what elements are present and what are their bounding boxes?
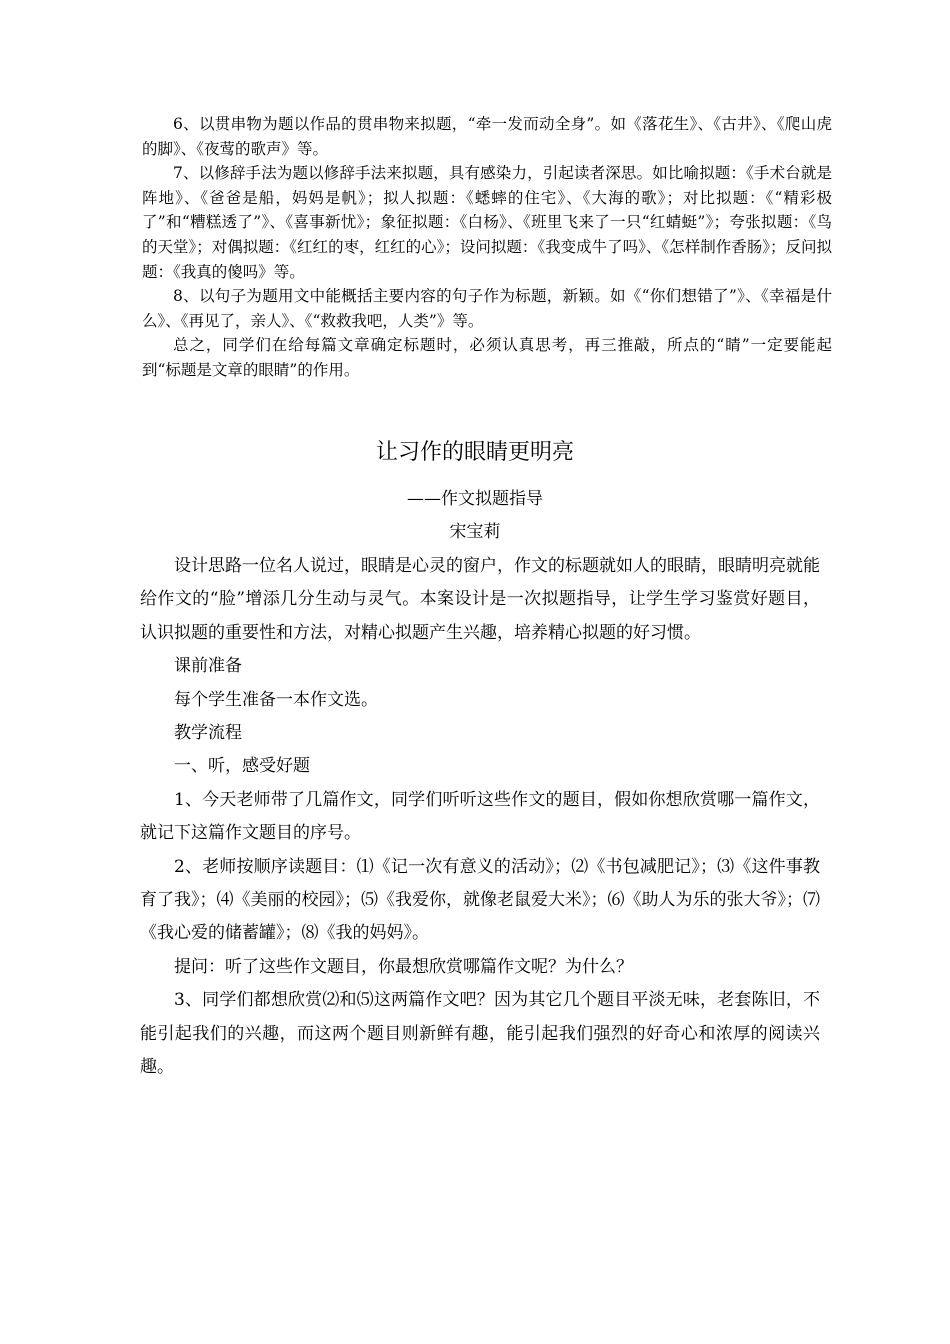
heading-teaching-process: 教学流程 [174, 723, 242, 744]
paragraph-step-2: 2、老师按顺序读题目：⑴《记一次有意义的活动》；⑵《书包减肥记》；⑶《这件事教育了我》；⑷《美丽的校园》；⑸《我爱你，就像老鼠爱大米》；⑹《助人为乐的张大爷》；⑺《我心爱的储蓄罐》；⑻《我的妈妈》。 [140, 856, 820, 944]
paragraph-item-8: 8、以句子为题用文中能概括主要内容的句子作为标题，新颖。如《“你们想错了”》、《幸福是什么》、《再见了，亲人》、《“救救我吧，人类”》等。 [142, 287, 832, 330]
paragraph-item-6: 6、以贯串物为题以作品的贯串物来拟题，“牵一发而动全身”。如《落花生》、《古井》、《爬山虎的脚》、《夜莺的歌声》等。 [142, 115, 832, 158]
paragraph-preparation: 每个学生准备一本作文选。 [174, 689, 378, 710]
paragraph-step-1: 1、今天老师带了几篇作文，同学们听听这些作文的题目，假如你想欣赏哪一篇作文，就记下这篇作文题目的序号。 [140, 789, 820, 844]
paragraph-design-idea: 设计思路一位名人说过，眼睛是心灵的窗户，作文的标题就如人的眼睛，眼睛明亮就能给作文的“脸”增添几分生动与灵气。本案设计是一次拟题指导，让学生学习鉴赏好题目，认识拟题的重要性和方法，对精心拟题产生兴趣，培养精心拟题的好习惯。 [140, 556, 820, 643]
paragraph-step-3: 3、同学们都想欣赏⑵和⑸这两篇作文吧？因为其它几个题目平淡无味，老套陈旧，不能引起我们的兴趣，而这两个题目则新鲜有趣，能引起我们强烈的好奇心和浓厚的阅读兴趣。 [140, 990, 820, 1078]
article-author: 宋宝莉 [449, 522, 501, 542]
paragraph-question: 提问：听了这些作文题目，你最想欣赏哪篇作文呢？为什么？ [174, 956, 633, 977]
paragraph-summary: 总之，同学们在给每篇文章确定标题时，必须认真思考，再三推敲，所点的“睛”一定要能起到“标题是文章的眼睛”的作用。 [142, 336, 832, 379]
heading-preparation: 课前准备 [174, 656, 242, 677]
paragraph-item-7: 7、以修辞手法为题以修辞手法来拟题，具有感染力，引起读者深思。如比喻拟题：《手术台就是阵地》、《爸爸是船，妈妈是帆》；拟人拟题：《蟋蟀的住宅》、《大海的歌》；对比拟题：《“精彩极了”和“糟糕透了”》、《喜事新忧》；象征拟题：《白杨》、《班里飞来了一只“红蜻蜓”》；夸张拟题：《鸟的天堂》；对偶拟题：《红红的枣，红红的心》；设问拟题：《我变成牛了吗》、《怎样制作香肠》；反问拟题：《我真的傻吗》等。 [142, 164, 832, 281]
article-title: 让习作的眼睛更明亮 [375, 440, 574, 465]
heading-step-one: 一、听，感受好题 [174, 756, 310, 777]
previous-section [142, 112, 832, 383]
article-subtitle: ——作文拟题指导 [407, 489, 543, 509]
article-body [140, 550, 820, 1085]
